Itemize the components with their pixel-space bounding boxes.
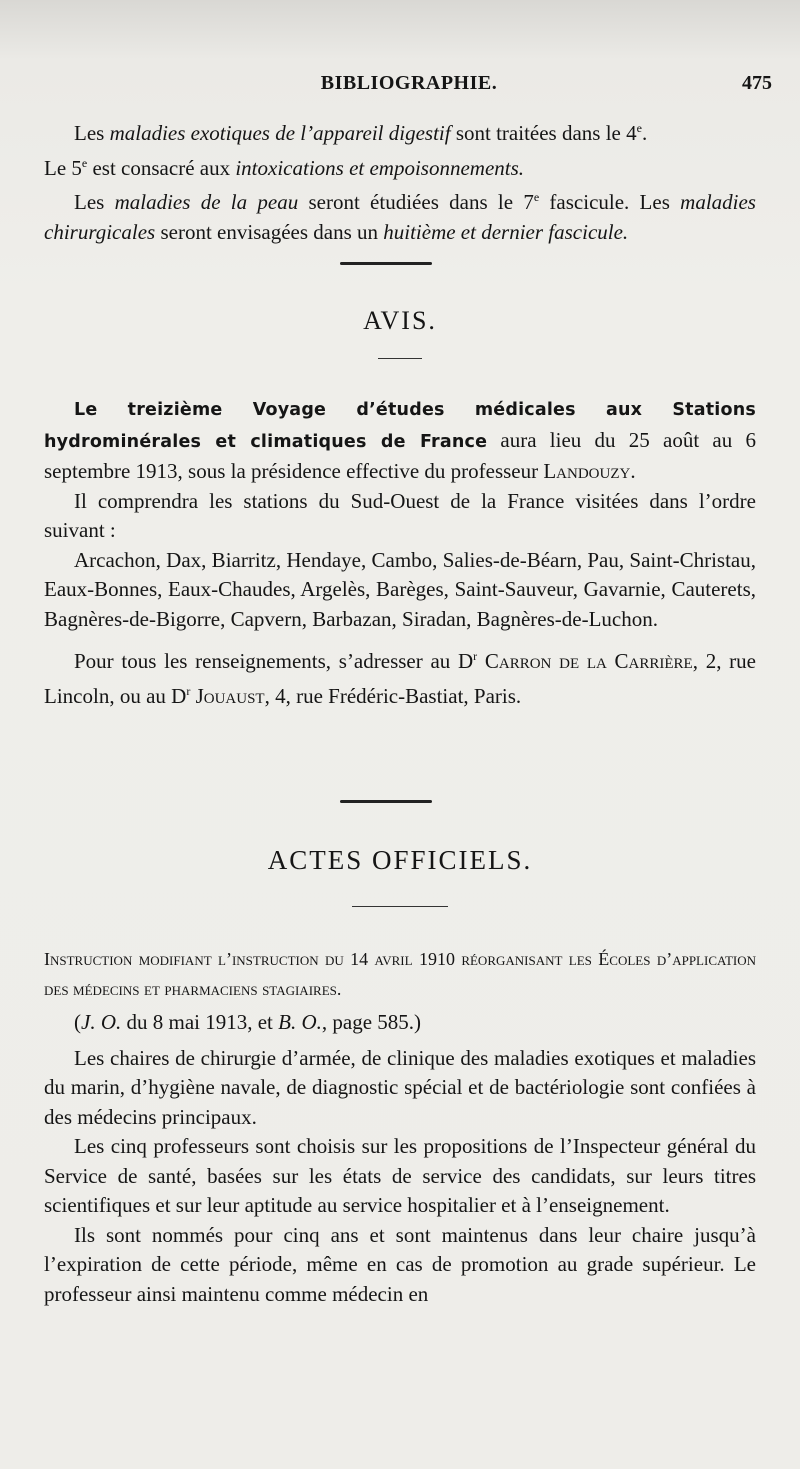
avis-heading-rule [378, 358, 422, 359]
bibliographie-section [44, 114, 756, 247]
bibliographie-line-2: Le 5e est consacré aux intoxications et empoisonnements. [44, 155, 525, 180]
official-reference: (J. O. du 8 mai 1913, et B. O., page 585.) [74, 1010, 422, 1034]
section-divider-2 [340, 800, 432, 803]
instruction-title: Instruction modifiant l’instruction du 14 avril 1910 réorganisant les Écoles d’application des médecins et pharmaciens stagiaires. [44, 949, 756, 999]
avis-paragraph-2: Il comprendra les stations du Sud-Ouest de la France visitées dans l’ordre suivant : [44, 488, 756, 542]
avis-heading: AVIS. [363, 306, 437, 335]
page-number: 475 [742, 72, 772, 94]
bibliographie-line-1: Les maladies exotiques de l’appareil digestif sont traitées dans le 4e. [74, 121, 648, 145]
actes-section [44, 1008, 756, 1309]
bibliographie-paragraph-3: Les maladies de la peau seront étudiées dans le 7e fascicule. Les maladies chirurgicales seront envisagées dans un huitième et dernier fascicule. [44, 190, 756, 244]
actes-paragraph-3: Ils sont nommés pour cinq ans et sont maintenus dans leur chaire jusqu’à l’expiration de cette période, même en cas de promotion au grade supérieur. Le professeur ainsi maintenu comme médecin en [44, 1222, 756, 1306]
avis-paragraph-stations: Arcachon, Dax, Biarritz, Hendaye, Cambo, Salies-de-Béarn, Pau, Saint-Christau, Eaux-Bonnes, Eaux-Chaudes, Argelès, Barèges, Saint-Sauveur, Gavarnie, Cauterets, Bagnères-de-Bigorre, Capvern, Barbazan, Siradan, Bagnères-de-Luchon. [44, 547, 756, 631]
running-title: BIBLIOGRAPHIE. [320, 72, 498, 94]
page-header [46, 72, 772, 106]
avis-paragraph-contact: Pour tous les renseignements, s’adresser au $D^r$ Carron de la Carrière, 2, rue Lincoln, ou au $D^r$ Jouaust, 4, rue Frédéric-Bastiat, Paris. [44, 649, 756, 708]
actes-paragraph-2: Les cinq professeurs sont choisis sur les propositions de l’Inspecteur général du Service de santé, basées sur les états de service des candidats, sur leurs titres scientifiques et sur leur aptitude au service hospitalier et à l’enseignement. [44, 1134, 756, 1217]
actes-heading: ACTES OFFICIELS. [267, 845, 533, 875]
actes-paragraph-1: Les chaires de chirurgie d’armée, de clinique des maladies exotiques et maladies du marin, d’hygiène navale, de diagnostic spécial et de bactériologie sont confiées à des médecins principaux. [44, 1045, 756, 1129]
actes-heading-rule [352, 906, 448, 907]
avis-paragraph-1: Le treizième Voyage d’études médicales aux Stations hydrominérales et climatiques de France aura lieu du 25 août au 6 septembre 1913, sous la présidence effective du professeur Landouzy. [44, 400, 756, 483]
avis-section [44, 394, 756, 711]
section-divider-1 [340, 262, 432, 265]
